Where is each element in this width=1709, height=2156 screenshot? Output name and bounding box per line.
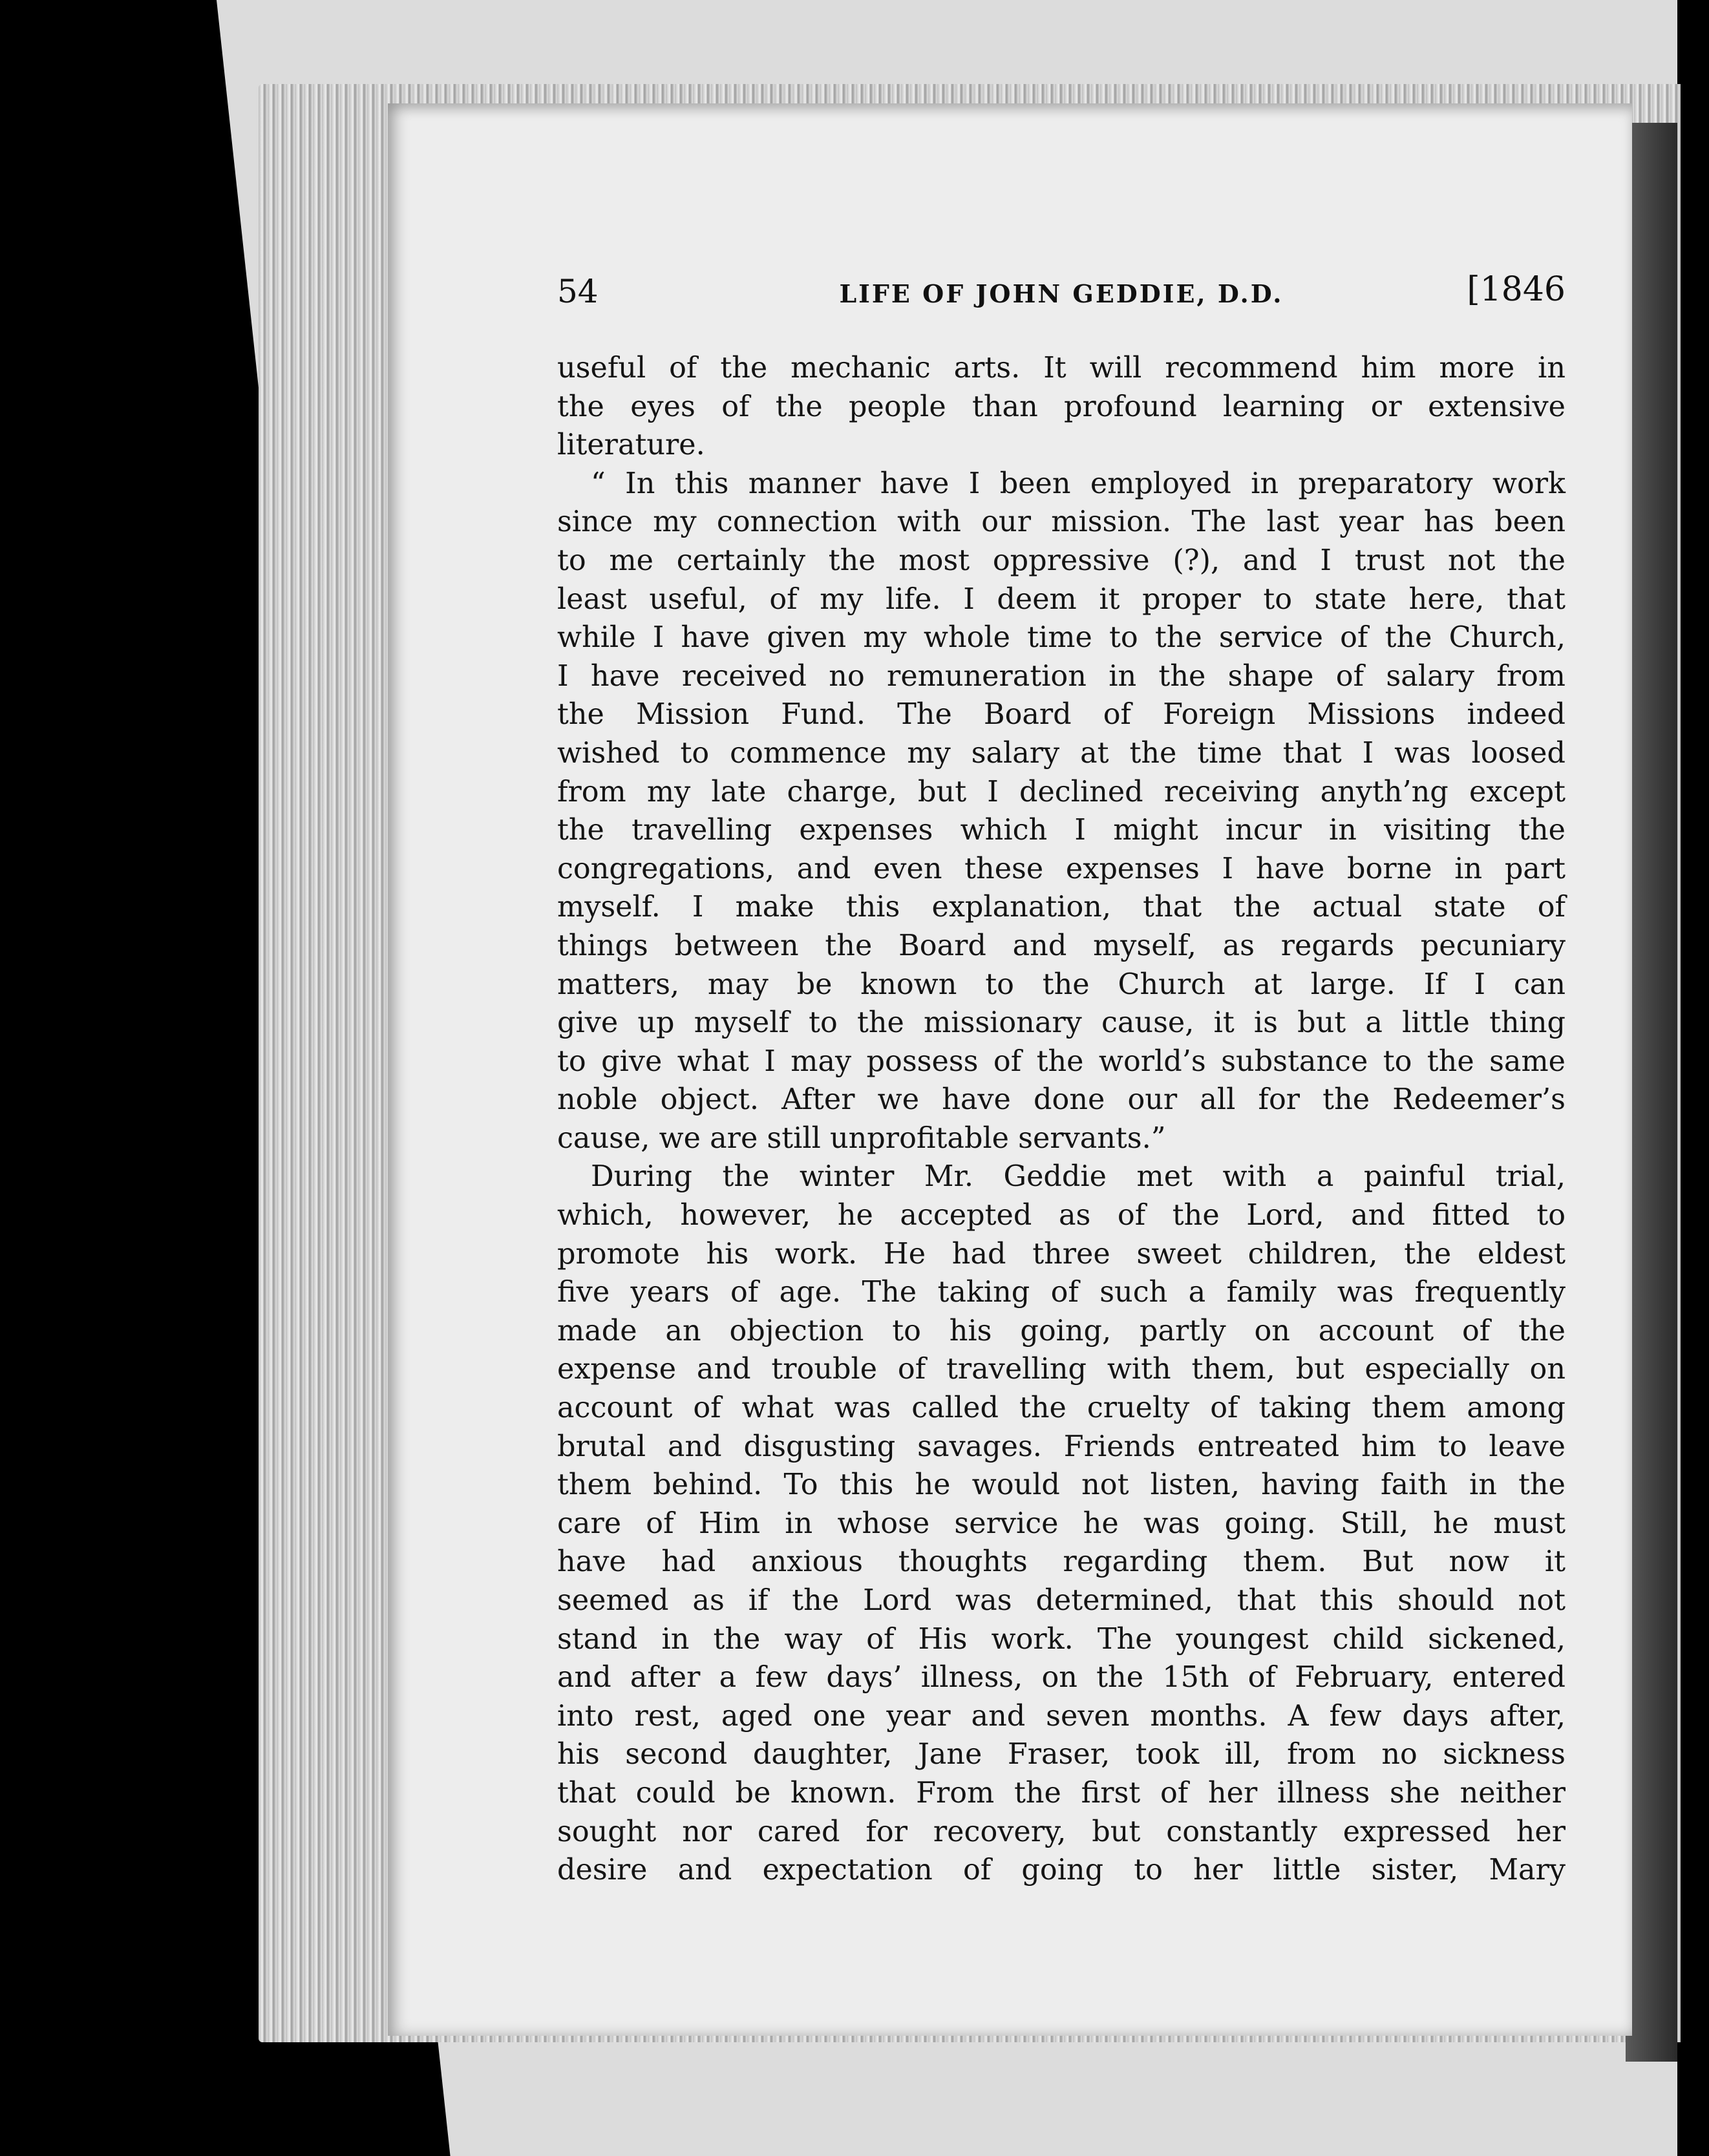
text-line: account of what was called the cruelty of taking them among <box>557 1391 1566 1425</box>
text-line: myself. I make this explanation, that the actual state of <box>557 891 1566 924</box>
text-line: “ In this manner have I been employed in preparatory work <box>591 467 1566 500</box>
text-line: them behind. To this he would not listen, having faith in the <box>557 1468 1566 1502</box>
text-line: the eyes of the people than profound learning or extensive <box>557 390 1566 423</box>
text-line: care of Him in whose service he was going. Still, he must <box>557 1506 1566 1540</box>
text-line: least useful, of my life. I deem it proper to state here, that <box>557 582 1566 616</box>
facing-page-shadow <box>1626 123 1677 2062</box>
running-header <box>557 270 1566 315</box>
text-line: During the winter Mr. Geddie met with a painful trial, <box>591 1160 1566 1194</box>
text-line: which, however, he accepted as of the Lord, and fitted to <box>557 1199 1566 1232</box>
text-line: and after a few days’ illness, on the 15th of February, entered <box>557 1661 1566 1695</box>
text-line: congregations, and even these expenses I have borne in part <box>557 852 1566 885</box>
text-line: while I have given my whole time to the service of the Church, <box>557 621 1566 655</box>
text-line: matters, may be known to the Church at large. If I can <box>557 967 1566 1001</box>
text-line: promote his work. He had three sweet children, the eldest <box>557 1237 1566 1271</box>
text-line: expense and trouble of travelling with them, but especially on <box>557 1353 1566 1386</box>
text-line: noble object. After we have done our all for the Redeemer’s <box>557 1083 1566 1117</box>
page-number: 54 <box>557 273 599 310</box>
text-line: to give what I may possess of the world’s substance to the same <box>557 1044 1566 1078</box>
text-line: the travelling expenses which I might incur in visiting the <box>557 814 1566 847</box>
text-line: things between the Board and myself, as regards pecuniary <box>557 929 1566 962</box>
text-line: from my late charge, but I declined receiving anyth’ng except <box>557 775 1566 808</box>
text-line: give up myself to the missionary cause, it is but a little thing <box>557 1006 1566 1040</box>
text-line: brutal and disgusting savages. Friends entreated him to leave <box>557 1430 1566 1463</box>
text-line: made an objection to his going, partly on account of the <box>557 1314 1566 1348</box>
text-line: the Mission Fund. The Board of Foreign Missions indeed <box>557 698 1566 732</box>
text-line: into rest, aged one year and seven months. A few days after, <box>557 1699 1566 1733</box>
header-year: [1846 <box>1467 270 1566 309</box>
text-line: desire and expectation of going to her little sister, Mary <box>557 1854 1566 1887</box>
text-line: his second daughter, Jane Fraser, took ill, from no sickness <box>557 1738 1566 1771</box>
text-line: sought nor cared for recovery, but constantly expressed her <box>557 1815 1566 1848</box>
text-line: since my connection with our mission. The last year has been <box>557 505 1566 539</box>
text-line: five years of age. The taking of such a family was frequently <box>557 1276 1566 1309</box>
text-line: seemed as if the Lord was determined, that this should not <box>557 1584 1566 1617</box>
running-title: LIFE OF JOHN GEDDIE, D.D. <box>839 279 1284 308</box>
text-line: have had anxious thoughts regarding them. But now it <box>557 1545 1566 1579</box>
text-line: I have received no remuneration in the shape of salary from <box>557 659 1566 693</box>
text-line: wished to commence my salary at the time that I was loosed <box>557 736 1566 770</box>
text-line: to me certainly the most oppressive (?), and I trust not the <box>557 544 1566 577</box>
text-line: cause, we are still unprofitable servants.” <box>557 1121 1166 1155</box>
text-line: useful of the mechanic arts. It will recommend him more in <box>557 352 1566 385</box>
text-line: that could be known. From the first of her illness she neither <box>557 1776 1566 1810</box>
text-line: literature. <box>557 428 705 462</box>
text-line: stand in the way of His work. The youngest child sickened, <box>557 1622 1566 1656</box>
body-text <box>557 349 1566 1890</box>
